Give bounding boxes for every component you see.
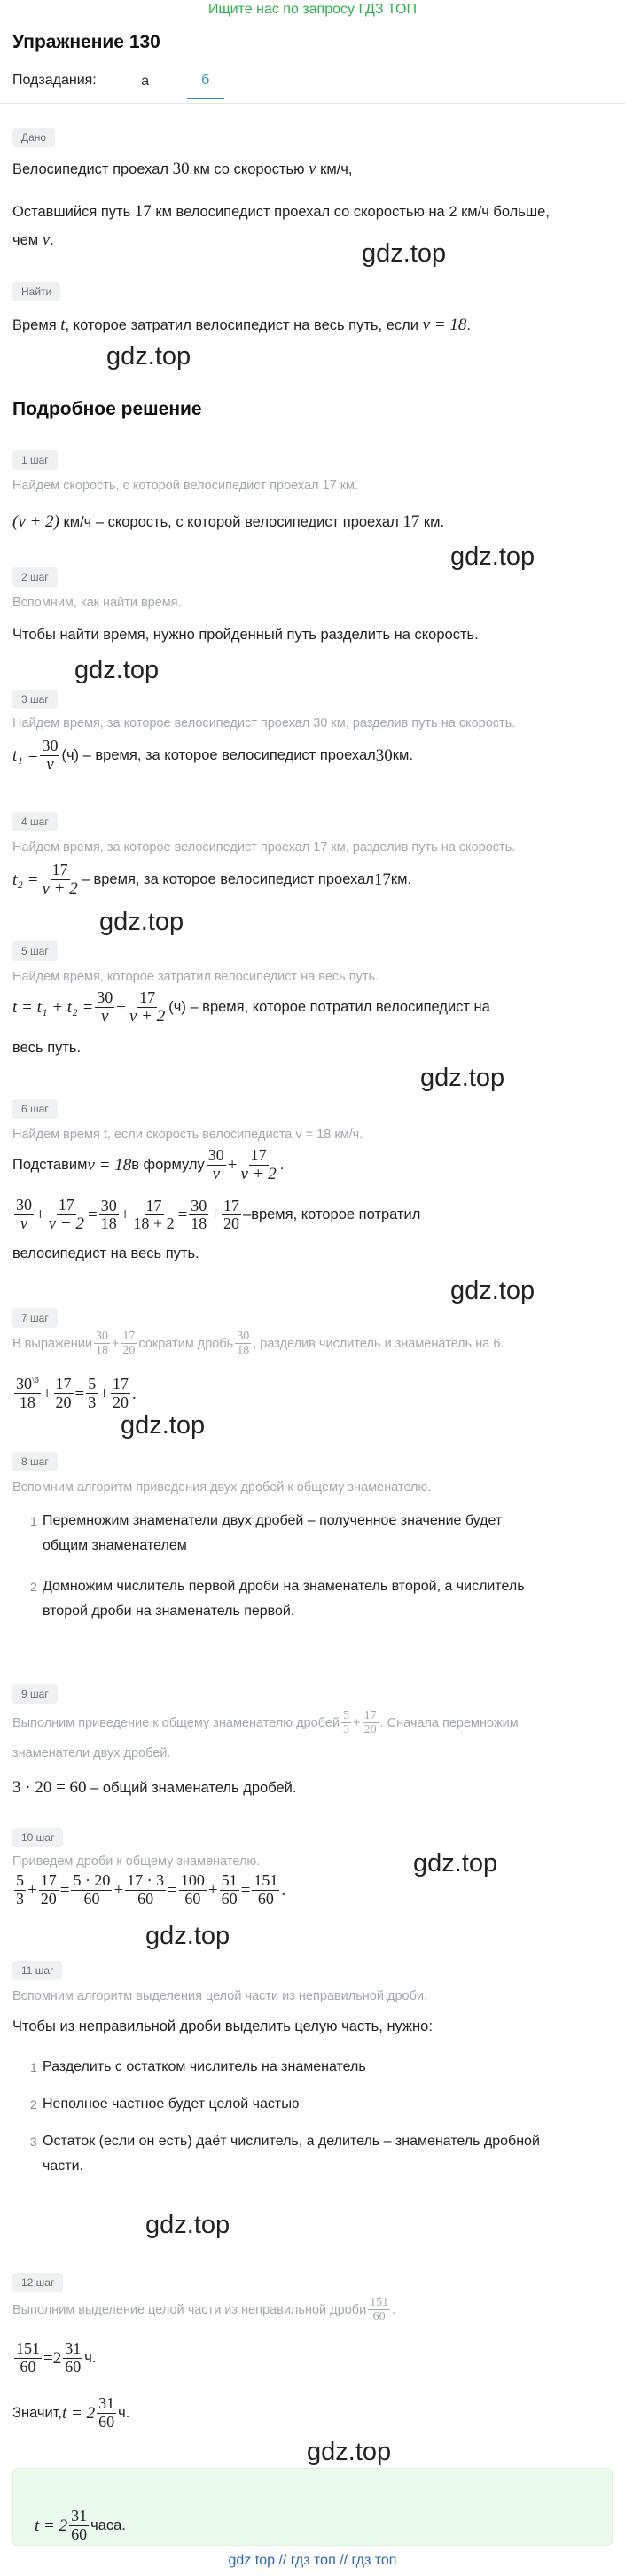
step-10-pill: 10 шаг [12, 1828, 63, 1847]
answer-text: t = 2 $\frac{31}{60}$ часа. [35, 2507, 126, 2543]
step-3-pill: 3 шаг [12, 690, 58, 709]
watermark: gdz.top [145, 2211, 230, 2239]
step-10-calc: $\frac{5}{3}$ + $\frac{17}{20}$ = $\frac{5 \cdot 20}{60}$ + $\frac{17 \cdot 3}{60}$ = $\frac{100}{60}$ + $\frac{51}{60}$ = $\frac{151}{60}$ . [16, 1871, 286, 1908]
step-5-text-2: весь путь. [12, 1040, 82, 1056]
watermark: gdz.top [99, 908, 184, 936]
step-12-hint: Выполним выделение целой части из неправильной дроби $\frac{151}{60}$ . [12, 2296, 396, 2324]
step-3-hint: Найдем время, за которое велосипедист проехал 30 км, разделив путь на скорость. [12, 716, 516, 730]
step-9-text: 3 · 20 = 60 – общий знаменатель дробей. [12, 1778, 297, 1797]
given-line-3: чем v. [12, 230, 54, 249]
step-7-pill: 7 шаг [12, 1308, 58, 1328]
step-11-lead: Чтобы из неправильной дроби выделить целую часть, нужно: [12, 2018, 433, 2034]
fraction: $\frac{30}{v}$ [42, 737, 59, 774]
fraction: $\frac{30}{v}$ [97, 988, 113, 1026]
watermark: gdz.top [362, 239, 447, 268]
watermark: gdz.top [450, 1276, 535, 1305]
find-line: Время t, которое затратил велосипедист на весь путь, если v = 18. [12, 316, 471, 334]
watermark: gdz.top [74, 656, 160, 684]
watermark: gdz.top [307, 2438, 392, 2466]
step-2-hint: Вспомним, как найти время. [12, 596, 182, 610]
step-4-hint: Найдем время, за которое велосипедист проехал 17 км, разделив путь на скорость. [12, 840, 516, 855]
watermark: gdz.top [413, 1849, 498, 1877]
step-11-list [12, 2055, 615, 2179]
step-9-pill: 9 шаг [12, 1684, 58, 1704]
step-1-hint: Найдем скорость, с которой велосипедист проехал 17 км. [12, 479, 359, 493]
step-6-sub: Подставим v = 18 в формулу $\frac{30}{v}$ + $\frac{17}{v + 2}$ . [12, 1146, 285, 1183]
step-5-pill: 5 шаг [12, 941, 58, 961]
watermark: gdz.top [420, 1064, 505, 1092]
step-10-hint: Приведем дроби к общему знаменателю. [12, 1854, 261, 1869]
step-2-pill: 2 шаг [12, 567, 58, 587]
divider [0, 103, 625, 104]
step-8-hint: Вспомним алгоритм приведения двух дробей к общему знаменателю. [12, 1480, 432, 1495]
step-11-pill: 11 шаг [12, 1961, 62, 1980]
step-6-text-2: велосипедист на весь путь. [12, 1245, 199, 1261]
step-7-calc: $\frac{30^{\backslash 6}}{18}$ + $\frac{17}{20}$ = $\frac{5}{3}$ + $\frac{17}{20}$ . [16, 1375, 137, 1411]
step-2-text: Чтобы найти время, нужно пройденный путь разделить на скорость. [12, 627, 479, 643]
tab-b[interactable]: б [187, 62, 224, 99]
step-8-list [12, 1509, 615, 1624]
step-6-pill: 6 шаг [12, 1099, 58, 1119]
step-12-conclusion: Значит, t = 2 $\frac{31}{60}$ ч. [12, 2394, 130, 2431]
fraction: $\frac{30}{v}$ [207, 1146, 224, 1183]
top-banner[interactable]: Ищите нас по запросу ГДЗ ТОП [208, 2, 417, 17]
tab-a[interactable]: а [141, 74, 150, 89]
step-11-hint: Вспомним алгоритм выделения целой части из неправильной дроби. [12, 1989, 428, 2003]
list-item: 2 Неполное частное будет целой частью [30, 2096, 300, 2112]
watermark: gdz.top [145, 1922, 230, 1950]
page-title: Упражнение 130 [12, 32, 160, 52]
step-8-pill: 8 шаг [12, 1452, 58, 1471]
footer-links[interactable]: gdz top // гдз топ // гдз топ [228, 2553, 397, 2568]
page-content [0, 32, 625, 104]
step-6-calc: $\frac{30}{v}$ + $\frac{17}{v + 2}$ = $\frac{30}{18}$ + $\frac{17}{18 + 2}$ = $\frac{30}{18}$ + $\frac{17}{20}$ –время, которое потратил [16, 1196, 421, 1233]
step-12-calc: $\frac{151}{60}$ = 2 $\frac{31}{60}$ ч. [16, 2339, 97, 2376]
given-pill: Дано [12, 128, 55, 147]
list-item: 1 Разделить с остатком числитель на знаменатель [30, 2059, 366, 2074]
step-4-pill: 4 шаг [12, 812, 58, 831]
given-line-1: Велосипедист проехал 30 км со скоростью v км/ч, [12, 160, 353, 178]
list-item: 3 Остаток (если он есть) даёт числитель, а делитель – знаменатель дробной части. [30, 2134, 540, 2174]
subtasks-bar [12, 59, 613, 103]
step-5-hint: Найдем время, которое затратил велосипедист на весь путь. [12, 970, 379, 984]
fraction: $\frac{17}{v + 2}$ [129, 988, 166, 1026]
watermark: gdz.top [106, 342, 191, 371]
list-item: 2 Домножим числитель первой дроби на знаменатель второй, а числитель второй дроби на знаменатель первой. [30, 1579, 525, 1619]
step-1-text: (v + 2) км/ч – скорость, с которой велосипедист проехал 17 км. [12, 512, 445, 531]
subtasks-label: Подзадания: [12, 73, 97, 88]
watermark: gdz.top [121, 1411, 206, 1440]
step-6-hint: Найдем время t, если скорость велосипедиста v = 18 км/ч. [12, 1128, 363, 1142]
answer-box [12, 2468, 613, 2546]
step-12-pill: 12 шаг [12, 2273, 63, 2292]
step-9-hint-2: знаменатели двух дробей. [12, 1746, 171, 1760]
step-4-formula: t₂ = $\frac{17}{v + 2}$ – время, за которое велосипедист проехал 17 км. [12, 861, 412, 898]
step-1-pill: 1 шаг [12, 450, 58, 470]
given-line-2: Оставшийся путь 17 км велосипедист проехал со скоростью на 2 км/ч больше, [12, 202, 550, 221]
step-3-formula: t₁ = $\frac{30}{v}$ (ч) – время, за которое велосипедист проехал 30 км. [12, 737, 413, 774]
step-9-hint: Выполним приведение к общему знаменателю дробей $\frac{5}{3}$ + $\frac{17}{20}$ . Сначала перемножим [12, 1709, 519, 1737]
list-item: 1 Перемножим знаменатели двух дробей – полученное значение будет общим знаменателем [30, 1513, 503, 1553]
fraction: $\frac{17}{v + 2}$ [240, 1146, 277, 1183]
find-pill: Найти [12, 282, 60, 301]
step-7-hint: В выражении $\frac{30}{18}$ + $\frac{17}{20}$ сократим дробь $\frac{30}{18}$ , разделив числитель и знаменатель на 6. [12, 1330, 504, 1358]
watermark: gdz.top [450, 543, 535, 571]
step-5-formula: t = t₁ + t₂ = $\frac{30}{v}$ + $\frac{17}{v + 2}$ (ч) – время, которое потратил велосипедист на [12, 988, 490, 1026]
solution-title: Подробное решение [12, 399, 202, 419]
fraction: $\frac{17}{v + 2}$ [42, 861, 78, 898]
